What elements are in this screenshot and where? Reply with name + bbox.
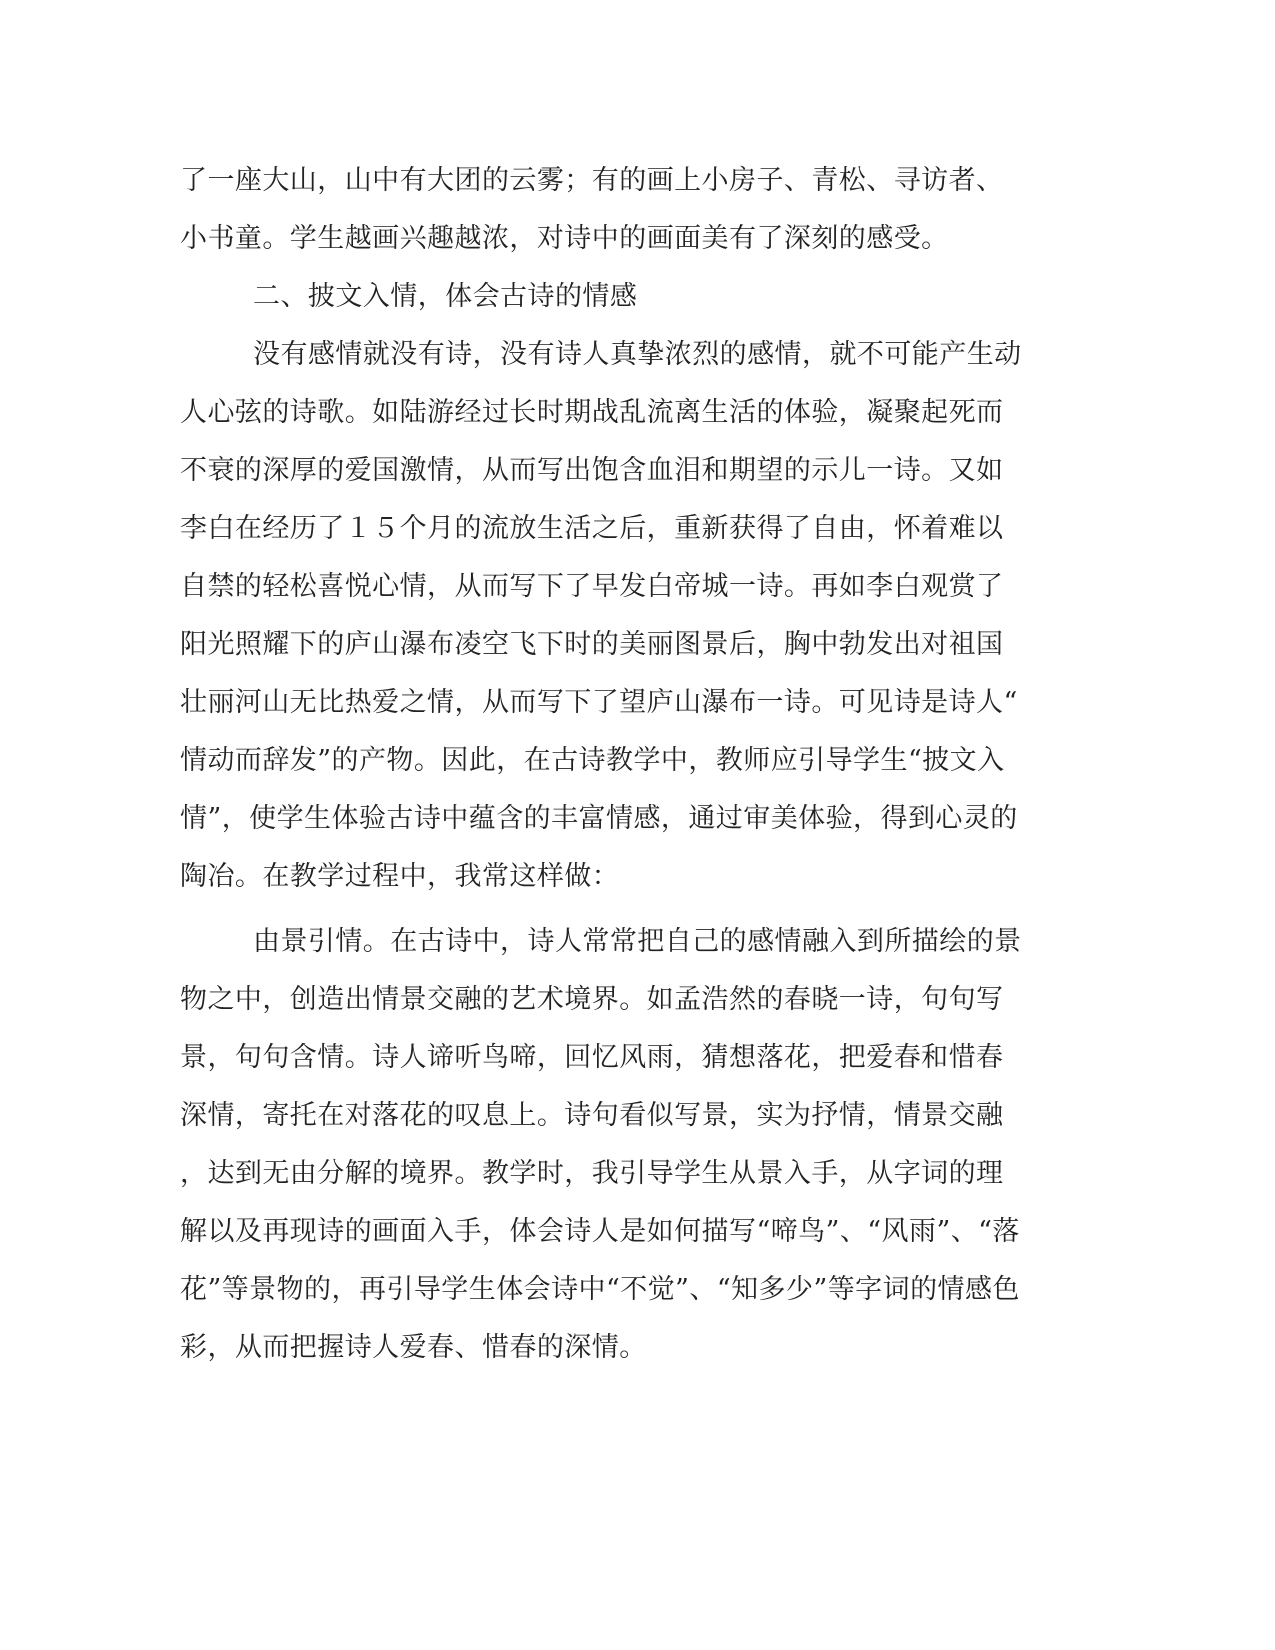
text-line-11: 情动而辞发”的产物。因此，在古诗教学中，教师应引导学生“披文入 xyxy=(180,745,1005,776)
text-line-9: 阳光照耀下的庐山瀑布凌空飞下时的美丽图景后，胸中勃发出对祖国 xyxy=(180,629,1004,660)
text-line-1: 了一座大山，山中有大团的云雾；有的画上小房子、青松、寻访者、 xyxy=(180,165,1004,196)
paragraph-start: 没有感情就没有诗，没有诗人真挚浓烈的感情，就不可能产生动 xyxy=(253,339,1022,370)
text-line-7: 李白在经历了１５个月的流放生活之后，重新获得了自由，怀着难以 xyxy=(180,513,1004,544)
text-line-8: 自禁的轻松喜悦心情，从而写下了早发白帝城一诗。再如李白观赏了 xyxy=(180,571,1004,602)
text-line-5: 人心弦的诗歌。如陆游经过长时期战乱流离生活的体验，凝聚起死而 xyxy=(180,397,1004,428)
text-line-19: 解以及再现诗的画面入手，体会诗人是如何描写“啼鸟”、“风雨”、“落 xyxy=(180,1216,1020,1247)
paragraph-start: 由景引情。在古诗中，诗人常常把自己的感情融入到所描绘的景 xyxy=(253,926,1022,957)
text-line-16: 景，句句含情。诗人谛听鸟啼，回忆风雨，猜想落花，把爱春和惜春 xyxy=(180,1042,1004,1073)
text-line-13: 陶冶。在教学过程中，我常这样做： xyxy=(180,861,620,892)
text-line-17: 深情，寄托在对落花的叹息上。诗句看似写景，实为抒情，情景交融 xyxy=(180,1100,1004,1131)
section-heading: 二、披文入情，体会古诗的情感 xyxy=(253,281,638,312)
text-line-18: ，达到无由分解的境界。教学时，我引导学生从景入手，从字词的理 xyxy=(180,1158,1004,1189)
text-line-2: 小书童。学生越画兴趣越浓，对诗中的画面美有了深刻的感受。 xyxy=(180,223,949,254)
text-line-15: 物之中，创造出情景交融的艺术境界。如孟浩然的春晓一诗，句句写 xyxy=(180,984,1004,1015)
text-line-20: 花”等景物的，再引导学生体会诗中“不觉”、“知多少”等字词的情感色 xyxy=(180,1274,1020,1305)
text-line-21: 彩，从而把握诗人爱春、惜春的深情。 xyxy=(180,1332,647,1363)
text-line-6: 不衰的深厚的爱国激情，从而写出饱含血泪和期望的示儿一诗。又如 xyxy=(180,455,1004,486)
text-line-10: 壮丽河山无比热爱之情，从而写下了望庐山瀑布一诗。可见诗是诗人“ xyxy=(180,687,1018,718)
text-line-12: 情”，使学生体验古诗中蕴含的丰富情感，通过审美体验，得到心灵的 xyxy=(180,803,1018,834)
